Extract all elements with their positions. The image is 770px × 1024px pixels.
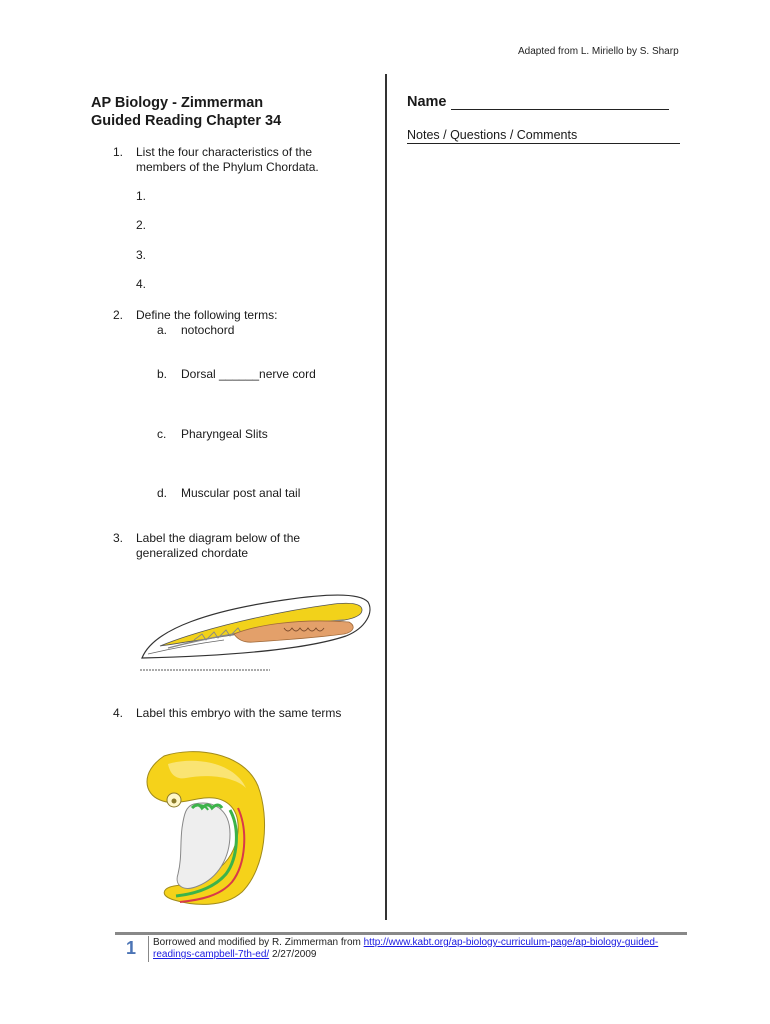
question-text-line: Label the diagram below of the — [136, 531, 301, 545]
question-number: 3. — [113, 531, 124, 545]
page-number: 1 — [126, 938, 137, 958]
name-label: Name — [407, 94, 447, 110]
term-letter: b. — [157, 367, 168, 381]
characteristic-item: 1. — [136, 189, 147, 203]
term-post-anal-tail — [157, 486, 301, 500]
column-divider — [385, 74, 387, 920]
footer-separator — [148, 936, 149, 962]
chordate-diagram — [134, 588, 374, 676]
name-blank[interactable] — [451, 95, 669, 110]
question-number: 1. — [113, 145, 124, 159]
embryo-illustration — [134, 748, 274, 908]
term-label: Muscular post anal tail — [181, 486, 301, 500]
question-text — [136, 531, 300, 561]
question-text — [136, 145, 319, 175]
question-number: 2. — [113, 308, 124, 322]
term-letter: a. — [157, 323, 168, 337]
question-text-line: List the four characteristics of the — [136, 145, 313, 159]
term-label: Pharyngeal Slits — [181, 427, 268, 441]
notes-header: Notes / Questions / Comments — [407, 128, 680, 144]
attribution: Adapted from L. Miriello by S. Sharp — [518, 46, 679, 57]
footer-prefix: Borrowed and modified by R. Zimmerman from — [153, 937, 364, 948]
question-text: Label this embryo with the same terms — [136, 706, 342, 720]
term-label: notochord — [181, 323, 235, 337]
footer-credit — [153, 937, 683, 961]
term-dorsal-nerve-cord — [157, 367, 316, 381]
title-line-1: AP Biology - Zimmerman — [91, 95, 264, 111]
question-text: Define the following terms: — [136, 308, 278, 322]
question-text-line: generalized chordate — [136, 546, 249, 560]
term-letter: c. — [157, 427, 167, 441]
term-notochord — [157, 323, 235, 337]
question-number: 4. — [113, 706, 124, 720]
footer-date: 2/27/2009 — [269, 949, 317, 960]
characteristic-item: 4. — [136, 277, 147, 291]
term-letter: d. — [157, 486, 168, 500]
term-pharyngeal-slits — [157, 427, 268, 441]
source-link[interactable]: http://www.kabt.org/ap-biology-curriculum-page/ap-biology-guided-readings-campbell-7th-ed/ — [153, 937, 659, 960]
characteristic-item: 3. — [136, 248, 147, 262]
term-label: Dorsal ______nerve cord — [181, 367, 316, 381]
footer-rule — [115, 932, 687, 935]
title-line-2: Guided Reading Chapter 34 — [91, 113, 282, 129]
characteristic-item: 2. — [136, 218, 147, 232]
question-text-line: members of the Phylum Chordata. — [136, 160, 319, 174]
page-title — [91, 94, 281, 130]
name-field[interactable] — [407, 94, 669, 110]
